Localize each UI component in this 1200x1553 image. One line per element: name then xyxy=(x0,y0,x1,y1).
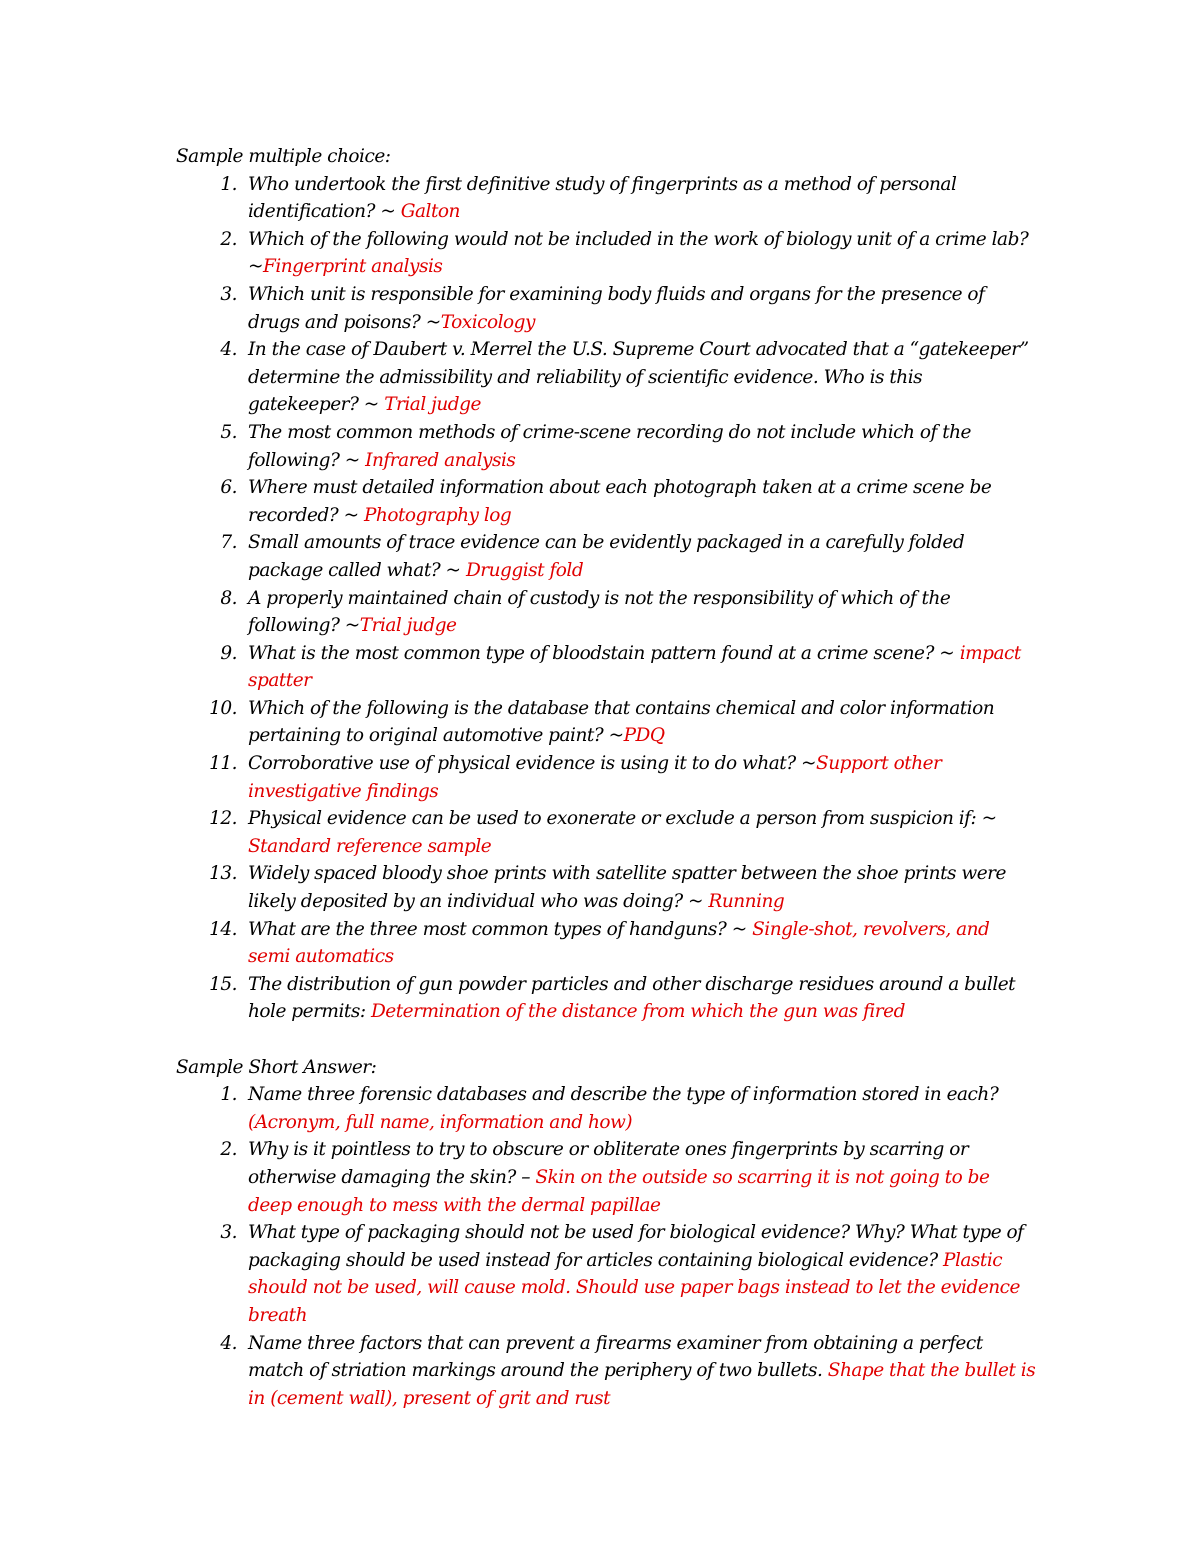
mc-question: Widely spaced bloody shoe prints with satellite spatter between the shoe prints were likely deposited by an individual who was doing? ~ xyxy=(248,863,1006,913)
mc-item-6 xyxy=(176,474,1036,529)
mc-item-10 xyxy=(176,695,1036,750)
sa-item-1 xyxy=(176,1081,1036,1136)
mc-item-number: 15. xyxy=(209,973,237,995)
mc-answer: Galton xyxy=(400,201,460,223)
mc-item-number: 10. xyxy=(209,697,237,719)
mc-item-number: 13. xyxy=(209,863,237,885)
mc-item-number: 7. xyxy=(220,532,237,554)
mc-question: Which of the following would not be included in the work of biology unit of a crime lab? ~ xyxy=(248,228,1029,278)
mc-item-1 xyxy=(176,171,1036,226)
mc-answer: Trial judge xyxy=(359,615,457,637)
mc-item-8 xyxy=(176,585,1036,640)
sa-answer: (Acronym, full name, information and how) xyxy=(248,1111,633,1133)
document-page xyxy=(176,143,1036,1412)
sa-item-3 xyxy=(176,1219,1036,1329)
mc-item-number: 11. xyxy=(209,753,237,775)
mc-item-number: 9. xyxy=(220,642,237,664)
sa-item-number: 3. xyxy=(220,1222,237,1244)
sa-answer: Shape that the bullet is in (cement wall), present of grit and rust xyxy=(248,1360,1036,1409)
short-answer-list xyxy=(176,1081,1036,1412)
sa-question: What type of packaging should not be used for biological evidence? Why? What type of packaging should be used instead for articles containing biological evidence? xyxy=(248,1222,1024,1271)
sa-question: Name three factors that can prevent a firearms examiner from obtaining a perfect match of striation markings around the periphery of two bullets. xyxy=(248,1332,983,1382)
mc-item-number: 6. xyxy=(220,477,237,499)
mc-question: Who undertook the first definitive study of fingerprints as a method of personal identification? ~ xyxy=(248,173,957,223)
mc-answer: Support other investigative findings xyxy=(248,753,942,802)
mc-item-15 xyxy=(176,971,1036,1026)
mc-answer: Druggist fold xyxy=(465,559,584,581)
sa-answer: Skin on the outside so scarring it is not going to be deep enough to mess with the dermal papillae xyxy=(248,1166,990,1216)
sa-item-number: 2. xyxy=(220,1139,237,1161)
mc-item-9 xyxy=(176,640,1036,695)
mc-answer: Determination of the distance from which the gun was fired xyxy=(370,1001,905,1023)
sa-item-number: 4. xyxy=(220,1332,237,1354)
mc-question: What is the most common type of bloodstain pattern found at a crime scene? ~ xyxy=(248,642,960,664)
mc-answer: Fingerprint analysis xyxy=(263,256,443,278)
mc-question: In the case of Daubert v. Merrel the U.S. Supreme Court advocated that a “gatekeeper” determine the admissibility and reliability of scientific evidence. Who is this gatekeeper? ~ xyxy=(248,339,1029,416)
sa-item-number: 1. xyxy=(220,1084,237,1106)
multiple-choice-list xyxy=(176,171,1036,1026)
mc-answer: Trial judge xyxy=(384,394,481,416)
mc-question: The distribution of gun powder particles and other discharge residues around a bullet hole permits: xyxy=(248,973,1016,1023)
mc-item-14 xyxy=(176,916,1036,971)
mc-answer: Running xyxy=(708,891,785,913)
mc-answer: Infrared analysis xyxy=(365,449,516,471)
mc-question: Physical evidence can be used to exonerate or exclude a person from suspicion if: ~ xyxy=(248,808,997,830)
mc-item-number: 8. xyxy=(220,587,237,609)
mc-question: A properly maintained chain of custody is not the responsibility of which of the following? ~ xyxy=(248,587,951,637)
sa-question: Why is it pointless to try to obscure or obliterate ones fingerprints by scarring or otherwise damaging the skin? – xyxy=(248,1139,969,1188)
multiple-choice-heading: Sample multiple choice: xyxy=(176,146,391,167)
mc-answer: Single-shot, revolvers, and semi automatics xyxy=(248,918,990,968)
mc-question: Which unit is responsible for examining body fluids and organs for the presence of drugs and poisons? ~ xyxy=(248,283,985,333)
mc-answer: Toxicology xyxy=(440,311,535,333)
mc-answer: impact spatter xyxy=(248,642,1021,692)
mc-item-number: 4. xyxy=(220,339,237,361)
mc-question: Corroborative use of physical evidence is using it to do what? ~ xyxy=(248,753,817,775)
mc-item-13 xyxy=(176,860,1036,915)
mc-question: The most common methods of crime-scene recording do not include which of the following? ~ xyxy=(248,421,972,471)
mc-item-number: 3. xyxy=(220,283,237,305)
mc-item-2 xyxy=(176,226,1036,281)
mc-item-number: 14. xyxy=(209,918,237,940)
mc-item-4 xyxy=(176,336,1036,419)
mc-answer: PDQ xyxy=(623,725,665,747)
mc-item-12 xyxy=(176,805,1036,860)
short-answer-heading: Sample Short Answer: xyxy=(176,1056,377,1078)
mc-answer: Standard reference sample xyxy=(248,835,492,857)
sa-item-2 xyxy=(176,1136,1036,1219)
mc-item-number: 2. xyxy=(220,228,237,250)
sa-answer: Plastic should not be used, will cause mold. Should use paper bags instead to let the evidence breath xyxy=(248,1249,1020,1326)
sa-question: Name three forensic databases and describe the type of information stored in each? xyxy=(248,1084,999,1106)
mc-item-5 xyxy=(176,419,1036,474)
mc-item-11 xyxy=(176,750,1036,805)
mc-question: What are the three most common types of handguns? ~ xyxy=(248,918,753,940)
mc-question: Small amounts of trace evidence can be evidently packaged in a carefully folded package called what? ~ xyxy=(248,532,965,581)
mc-item-3 xyxy=(176,281,1036,336)
mc-answer: Photography log xyxy=(363,504,512,526)
mc-question: Where must detailed information about each photograph taken at a crime scene be recorded? ~ xyxy=(248,477,992,526)
mc-item-number: 1. xyxy=(220,173,237,195)
sa-item-4 xyxy=(176,1330,1036,1413)
mc-question: Which of the following is the database that contains chemical and color information pertaining to original automotive paint? ~ xyxy=(248,697,995,747)
mc-item-number: 5. xyxy=(220,421,237,443)
mc-item-number: 12. xyxy=(209,808,237,830)
section-spacer xyxy=(176,1026,1036,1054)
mc-item-7 xyxy=(176,529,1036,584)
